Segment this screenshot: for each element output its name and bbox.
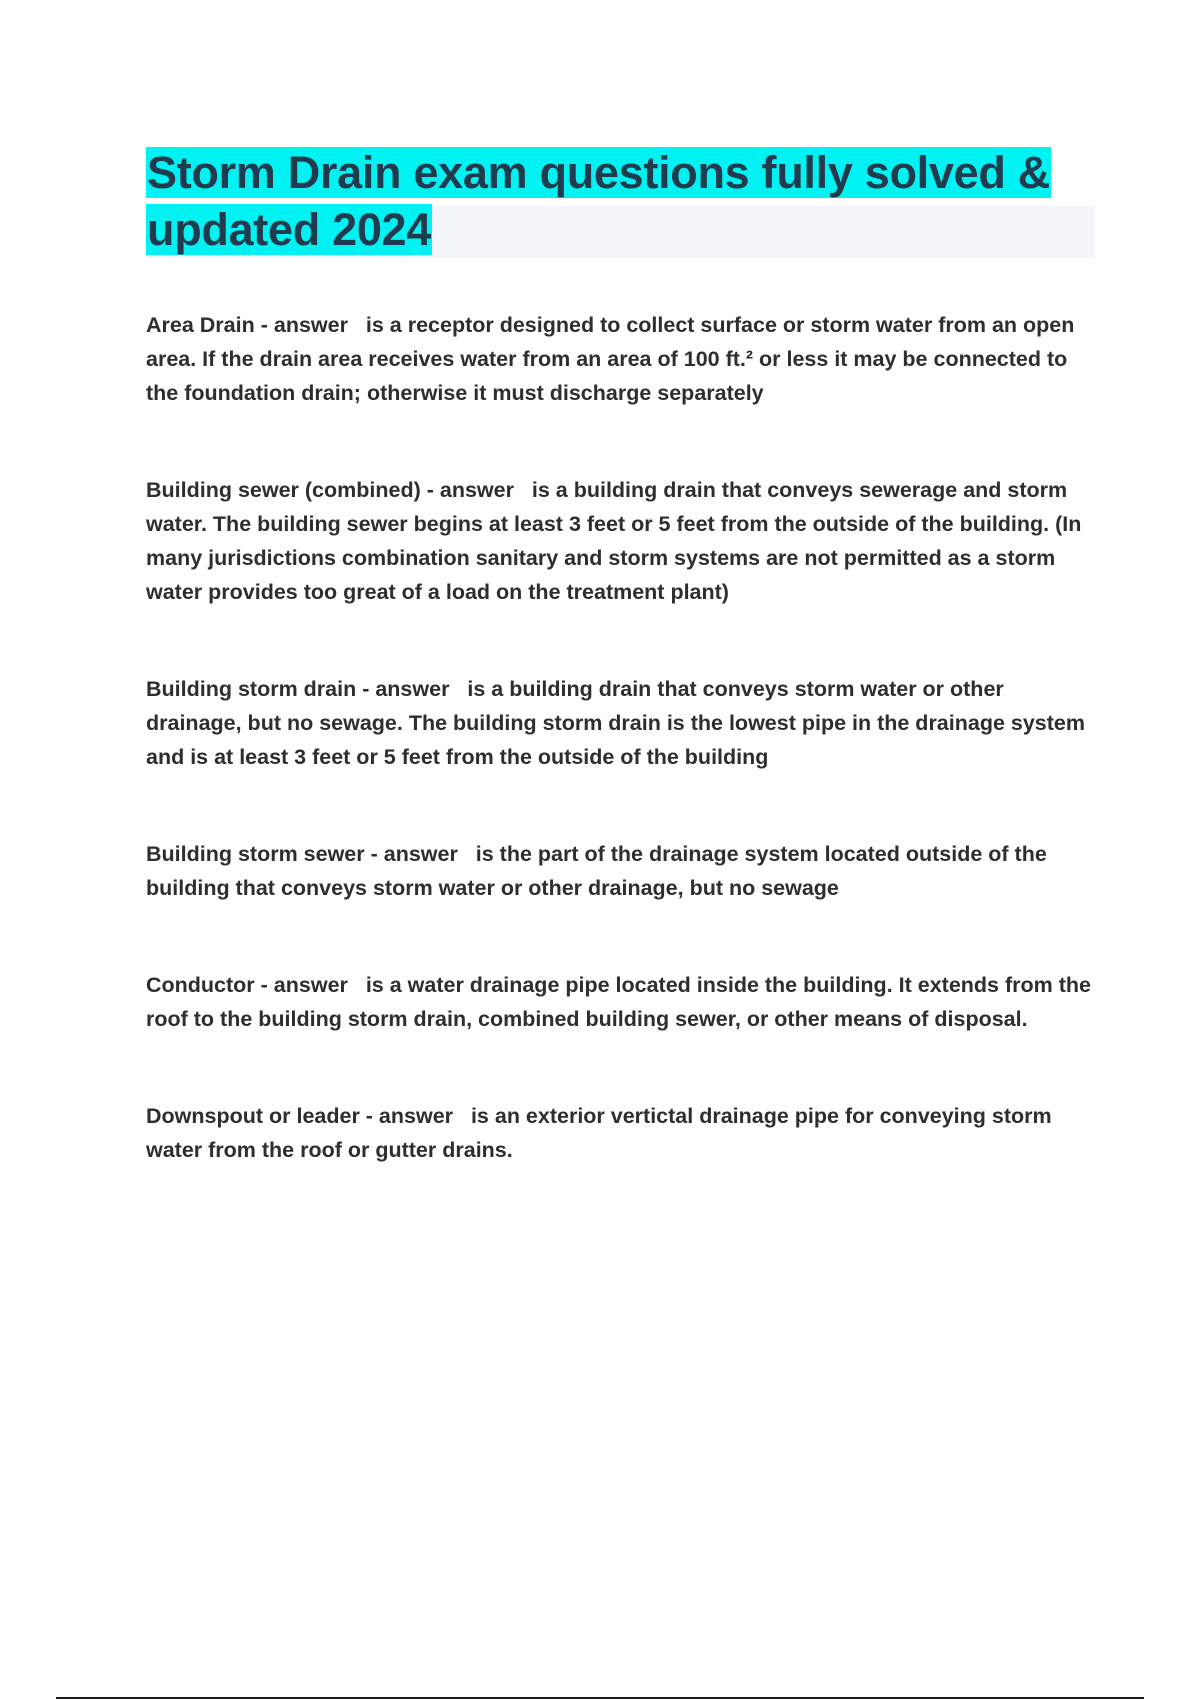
qa-list bbox=[146, 308, 1096, 1167]
entry-definition: is the part of the drainage system located outside of the building that conveys storm water or other drainage, but no sewage bbox=[146, 842, 1047, 900]
entry-separator: - answer bbox=[359, 1104, 471, 1128]
entry-separator: - answer bbox=[254, 313, 366, 337]
entry-term: Area Drain bbox=[146, 313, 255, 337]
entry-definition: is a receptor designed to collect surface or storm water from an open area. If the drain area receives water from an area of 100 ft.² or less it may be connected to the foundation drain; otherwise it must discharge separately bbox=[146, 313, 1075, 405]
qa-entry bbox=[146, 968, 1096, 1036]
title-highlight: Storm Drain exam questions fully solved & updated 2024 bbox=[147, 147, 1050, 255]
entry-term: Building storm sewer bbox=[146, 842, 365, 866]
entry-definition: is a water drainage pipe located inside the building. It extends from the roof to the building storm drain, combined building sewer, or other means of disposal. bbox=[146, 973, 1091, 1031]
entry-separator: - answer bbox=[420, 478, 532, 502]
title-block bbox=[146, 144, 1094, 258]
entry-separator: - answer bbox=[364, 842, 476, 866]
entry-definition: is an exterior vertictal drainage pipe for conveying storm water from the roof or gutter drains. bbox=[146, 1104, 1052, 1162]
entry-separator: - answer bbox=[356, 677, 468, 701]
qa-entry bbox=[146, 837, 1096, 905]
entry-term: Conductor bbox=[146, 973, 255, 997]
entry-separator: - answer bbox=[254, 973, 366, 997]
entry-definition: is a building drain that conveys sewerage and storm water. The building sewer begins at least 3 feet or 5 feet from the outside of the building. (In many jurisdictions combination sanitary and storm systems are not permitted as a storm water provides too great of a load on the treatment plant) bbox=[146, 478, 1082, 604]
qa-entry bbox=[146, 1099, 1096, 1167]
qa-entry bbox=[146, 672, 1096, 774]
entry-term: Downspout or leader bbox=[146, 1104, 360, 1128]
footer-divider bbox=[56, 1697, 1144, 1699]
page-title bbox=[146, 144, 1094, 258]
qa-entry bbox=[146, 473, 1096, 609]
entry-term: Building sewer (combined) bbox=[146, 478, 421, 502]
qa-entry bbox=[146, 308, 1096, 410]
entry-definition: is a building drain that conveys storm water or other drainage, but no sewage. The building storm drain is the lowest pipe in the drainage system and is at least 3 feet or 5 feet from the outside of the building bbox=[146, 677, 1085, 769]
entry-term: Building storm drain bbox=[146, 677, 357, 701]
